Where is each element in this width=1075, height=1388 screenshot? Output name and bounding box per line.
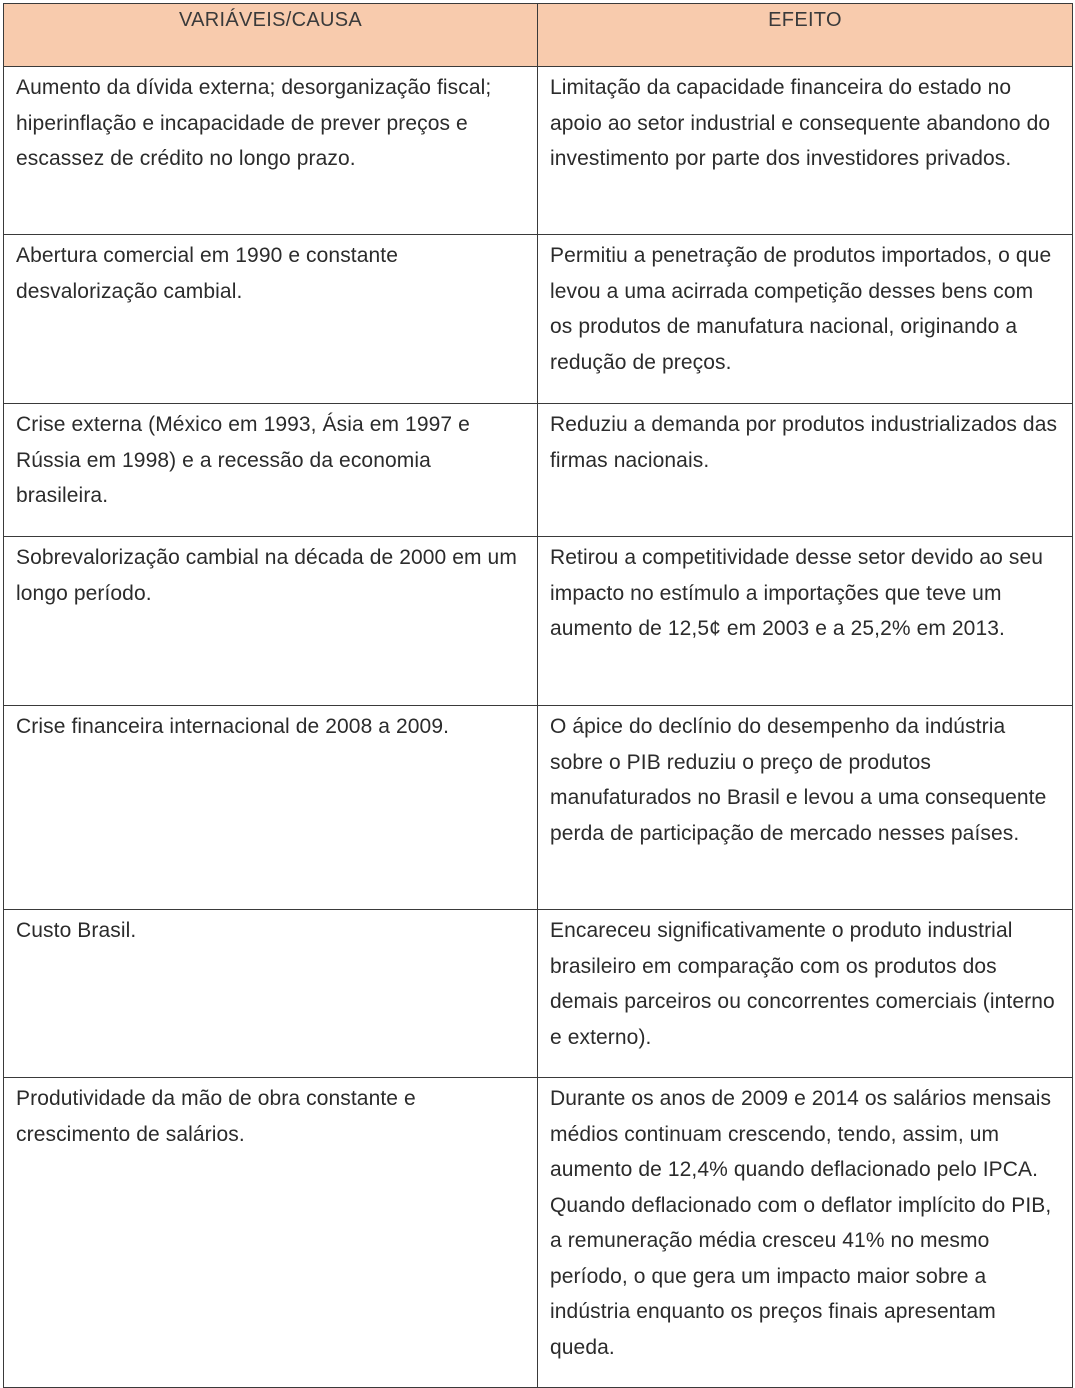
cause-effect-table — [3, 3, 1073, 1388]
effect-cell: Permitiu a penetração de produtos importados, o que levou a uma acirrada competição desses bens com os produtos de manufatura nacional, originando a redução de preços. — [538, 235, 1073, 404]
table-row — [4, 910, 1073, 1078]
effect-cell: O ápice do declínio do desempenho da indústria sobre o PIB reduziu o preço de produtos manufaturados no Brasil e levou a uma consequente perda de participação de mercado nesses países. — [538, 706, 1073, 910]
cause-cell: Custo Brasil. — [4, 910, 538, 1078]
header-cause: VARIÁVEIS/CAUSA — [4, 4, 538, 67]
table-row — [4, 235, 1073, 404]
table-row — [4, 537, 1073, 706]
cause-cell: Produtividade da mão de obra constante e crescimento de salários. — [4, 1078, 538, 1388]
effect-cell: Retirou a competitividade desse setor devido ao seu impacto no estímulo a importações que teve um aumento de 12,5¢ em 2003 e a 25,2% em 2013. — [538, 537, 1073, 706]
cause-cell: Abertura comercial em 1990 e constante desvalorização cambial. — [4, 235, 538, 404]
cause-cell: Aumento da dívida externa; desorganização fiscal; hiperinflação e incapacidade de prever preços e escassez de crédito no longo prazo. — [4, 67, 538, 235]
effect-cell: Reduziu a demanda por produtos industrializados das firmas nacionais. — [538, 404, 1073, 537]
table-row — [4, 404, 1073, 537]
header-row — [4, 4, 1073, 67]
cause-cell: Crise externa (México em 1993, Ásia em 1997 e Rússia em 1998) e a recessão da economia brasileira. — [4, 404, 538, 537]
effect-cell: Encareceu significativamente o produto industrial brasileiro em comparação com os produtos dos demais parceiros ou concorrentes comerciais (interno e externo). — [538, 910, 1073, 1078]
table-row — [4, 706, 1073, 910]
effect-cell: Limitação da capacidade financeira do estado no apoio ao setor industrial e consequente abandono do investimento por parte dos investidores privados. — [538, 67, 1073, 235]
cause-cell: Crise financeira internacional de 2008 a 2009. — [4, 706, 538, 910]
header-effect: EFEITO — [538, 4, 1073, 67]
table-row — [4, 1078, 1073, 1388]
cause-cell: Sobrevalorização cambial na década de 2000 em um longo período. — [4, 537, 538, 706]
table-row — [4, 67, 1073, 235]
effect-cell: Durante os anos de 2009 e 2014 os salários mensais médios continuam crescendo, tendo, assim, um aumento de 12,4% quando deflacionado pelo IPCA. Quando deflacionado com o deflator implícito do PIB, a remuneração média cresceu 41% no mesmo período, o que gera um impacto maior sobre a indústria enquanto os preços finais apresentam queda. — [538, 1078, 1073, 1388]
